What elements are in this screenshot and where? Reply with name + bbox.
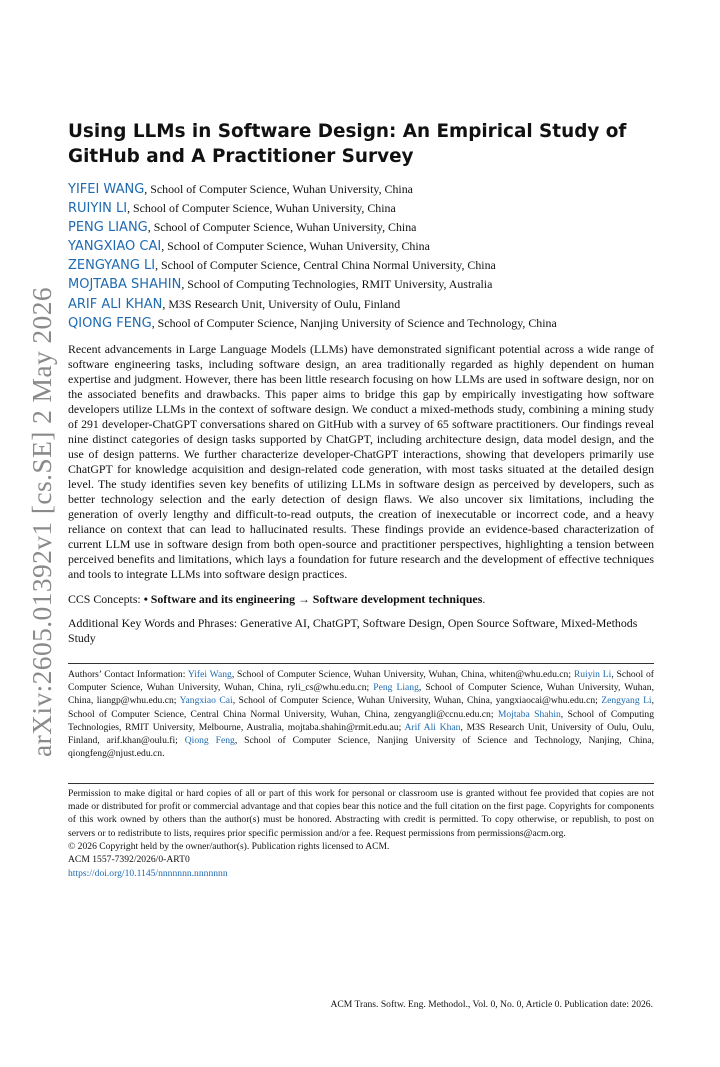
abstract: Recent advancements in Large Language Models (LLMs) have demonstrated significant potential across a wide range of software engineering tasks, including software design, an area traditionally regarded as highly dependent on human expertise and judgment. However, there has been little research focusing on how LLMs are used in software design, nor on the associated benefits and drawbacks. This paper aims to bridge this gap by empirically investigating how software developers utilize LLMs in the context of software design. We conduct a mixed-methods study, combining a mining study of 291 developer-ChatGPT conversations shared on GitHub with a survey of 65 software practitioners. Our findings reveal nine distinct categories of design tasks supported by ChatGPT, including architecture design, data model design, and the use of design patterns. We further characterize developer-ChatGPT interactions, showing that developers primarily use ChatGPT for knowledge acquisition and design-related code generation, with most tasks situated at the detailed design level. The study identifies seven key benefits of utilizing LLMs in software design as perceived by developers, such as better technology selection and the early detection of design flaws. We also uncover six limitations, including the generation of overly lengthy and difficult-to-read outputs, the creation of inexecutable or incorrect code, and a heavy reliance on context that can lead to hallucinated results. These findings provide an evidence-based characterization of current LLM use in software design from both open-source and practitioner perspectives, highlighting a tension between perceived benefits and limitations, which lays a foundation for future research and the development of effective techniques and tools to integrate LLMs into software design practices. (68, 341, 654, 582)
contact-information (68, 668, 654, 761)
author-affiliation: , School of Computer Science, Nanjing University of Science and Technology, China (151, 315, 557, 330)
author-affiliation: , School of Computer Science, Wuhan University, China (144, 182, 413, 196)
author-name[interactable]: QIONG FENG (68, 315, 152, 331)
author-entry (68, 295, 654, 314)
contact-author-details: , School of Computer Science, Central China Normal University, Wuhan, China, zengyangli@ccnu.edu.cn; (68, 695, 654, 720)
copyright-notice: © 2026 Copyright held by the owner/author(s). Publication rights licensed to ACM. (68, 840, 390, 852)
author-list (68, 180, 654, 333)
author-entry (68, 180, 654, 199)
contact-author-details: , M3S Research Unit, University of Oulu, Oulu, Finland, arif.khan@oulu.fi; (68, 721, 654, 747)
contact-author-link[interactable]: Ruiyin Li (573, 668, 612, 680)
author-name[interactable]: RUIYIN LI (68, 201, 128, 217)
author-affiliation: , School of Computer Science, Wuhan University, China (147, 220, 417, 235)
contact-author-details: , School of Computer Science, Wuhan University, Wuhan, China, yangxiaocai@whu.edu.cn; (232, 695, 602, 707)
contact-author-link[interactable]: Yangxiao Cai (179, 695, 233, 707)
author-name[interactable]: ARIF ALI KHAN (68, 296, 163, 312)
arxiv-stamp-text: arXiv:2605.01392v1 [cs.SE] 2 May 2026 (26, 286, 57, 758)
contact-author-details: , School of Computing Technologies, RMIT University, Melbourne, Australia, mojtaba.shahin@rmit.edu.au; (68, 708, 654, 733)
arxiv-stamp (12, 282, 72, 762)
contact-author-link[interactable]: Yifei Wang (187, 668, 232, 680)
ccs-end: . (482, 591, 486, 606)
contact-author-link[interactable]: Qiong Feng (184, 735, 235, 747)
author-entry (68, 314, 654, 333)
contact-author-details: , School of Computer Science, Wuhan University, Wuhan, China, whiten@whu.edu.cn; (231, 668, 574, 680)
author-name[interactable]: YANGXIAO CAI (68, 239, 162, 255)
author-entry (68, 199, 654, 218)
contact-author-link[interactable]: Arif Ali Khan (404, 721, 461, 733)
author-affiliation: , School of Computer Science, Wuhan University, China (161, 239, 430, 254)
contact-author-details: , School of Computer Science, Wuhan University, Wuhan, China, ryli_cs@whu.edu.cn; (68, 668, 655, 693)
author-name[interactable]: ZENGYANG LI (68, 258, 156, 274)
ccs-concept: • Software and its engineering → Software development techniques (143, 591, 483, 606)
paper-first-page (68, 119, 654, 880)
contact-author-link[interactable]: Peng Liang (373, 681, 419, 693)
author-entry (68, 218, 654, 237)
contact-label: Authors’ Contact Information: (68, 668, 188, 680)
author-name[interactable]: MOJTABA SHAHIN (68, 277, 182, 293)
author-entry (68, 275, 654, 294)
footnote-divider (68, 783, 654, 784)
contact-author-link[interactable]: Zengyang Li (601, 695, 652, 707)
author-name[interactable]: PENG LIANG (68, 220, 148, 236)
ccs-label: CCS Concepts: (68, 591, 144, 606)
journal-footer: ACM Trans. Softw. Eng. Methodol., Vol. 0, No. 0, Article 0. Publication date: 2026. (330, 999, 653, 1010)
permission-notice: Permission to make digital or hard copies of all or part of this work for personal or classroom use is granted without fee provided that copies are not made or distributed for profit or commercial advantage and that copies bear this notice and the full citation on the first page. Copyrights for components of this work owned by others than the author(s) must be honored. Abstracting with credit is permitted. To copy otherwise, or republish, to post on servers or to redistribute to lists, requires prior specific permission and/or a fee. Request permissions from permissions@acm.org. (68, 787, 654, 839)
keywords: Additional Key Words and Phrases: Generative AI, ChatGPT, Software Design, Open Source Software, Mixed-Methods Study (68, 615, 638, 645)
author-affiliation: , School of Computer Science, Central China Normal University, China (155, 258, 496, 273)
author-affiliation: , School of Computer Science, Wuhan University, China (127, 201, 396, 216)
footnote-divider (68, 663, 654, 664)
ccs-concepts (68, 592, 654, 607)
author-affiliation: , School of Computing Technologies, RMIT University, Australia (181, 277, 493, 292)
contact-author-link[interactable]: Mojtaba Shahin (497, 708, 561, 720)
author-name[interactable]: YIFEI WANG (68, 182, 145, 197)
contact-author-details: , School of Computer Science, Nanjing University of Science and Technology, Nanjing, China, qiongfeng@njust.edu.cn. (68, 735, 654, 760)
author-entry (68, 237, 654, 256)
doi-link[interactable]: https://doi.org/10.1145/nnnnnnn.nnnnnnn (68, 867, 228, 879)
issn-line: ACM 1557-7392/2026/0-ART0 (68, 854, 190, 866)
paper-title: Using LLMs in Software Design: An Empirical Study of GitHub and A Practitioner Survey (68, 121, 627, 167)
contact-author-details: , School of Computer Science, Wuhan University, Wuhan, China, liangp@whu.edu.cn; (68, 681, 654, 707)
author-affiliation: , M3S Research Unit, University of Oulu, Finland (162, 296, 401, 311)
author-entry (68, 256, 654, 275)
